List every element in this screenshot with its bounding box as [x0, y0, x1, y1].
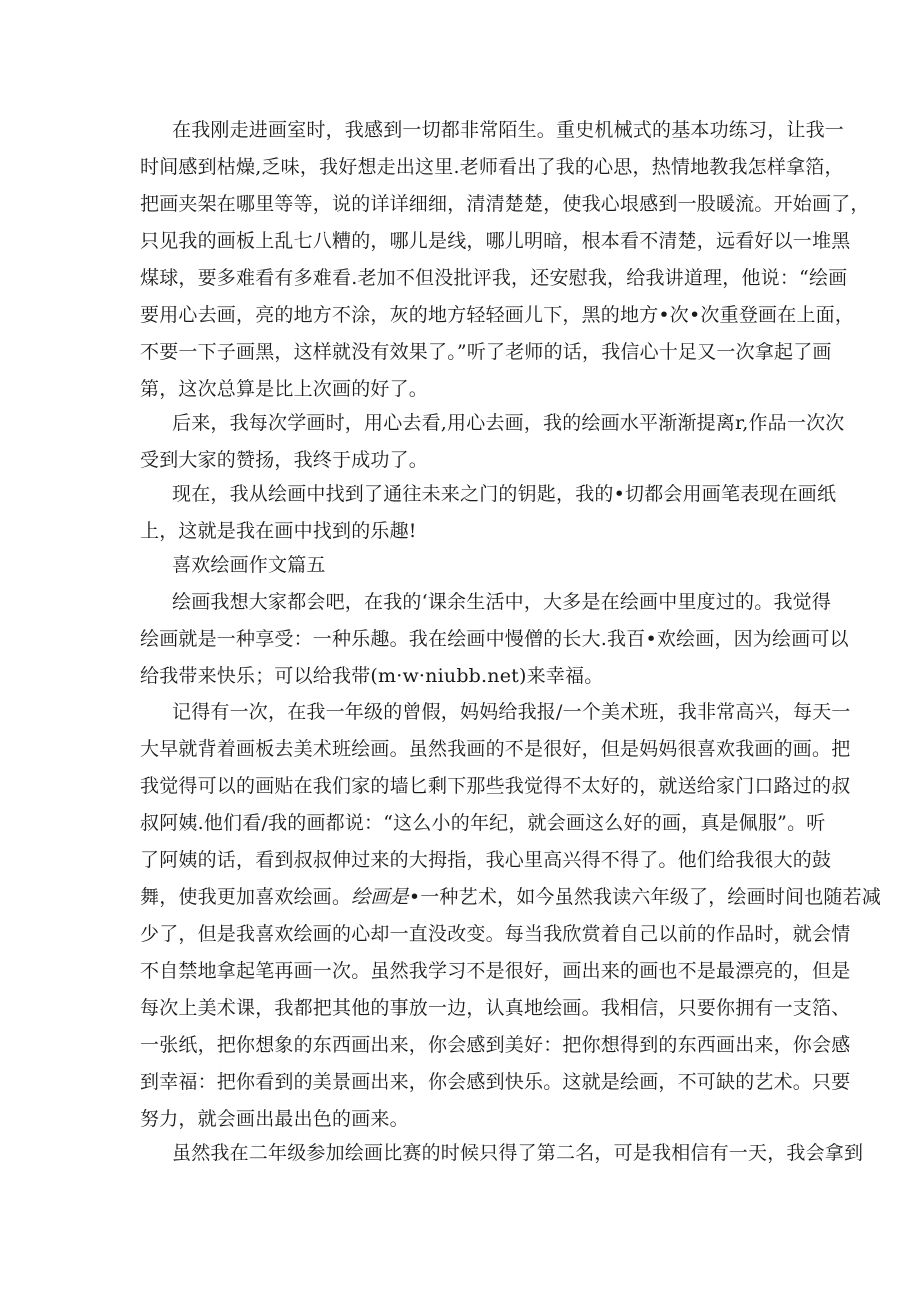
- text-line: 少了，但是我喜欢绘画的心却一直没改变。每当我欣赏着自己以前的作品时，就会情: [140, 923, 851, 945]
- text-line: 了阿姨的话，看到叔叔伸过来的大拇指，我心里高兴得不得了。他们给我很大的鼓: [140, 849, 832, 871]
- text-line: 不自禁地拿起笔再画一次。虽然我学习不是很好，画出来的画也不是最漂亮的，但是: [140, 960, 851, 982]
- text-line: 后来，我每次学画时，用心去看,用心去画，我的绘画水平渐渐提离r,作品一次次: [172, 412, 845, 434]
- text-segment: •: [408, 886, 421, 908]
- text-line: 大早就背着画板去美术班绘画。虽然我画的不是很好，但是妈妈很喜欢我画的画。把: [140, 738, 851, 760]
- text-line: 我觉得可以的画贴在我们家的墙匕剩下那些我觉得不太好的，就送给家门口路过的叔: [140, 775, 851, 797]
- text-line: 虽然我在二年级参加绘画比赛的时候只得了第二名，可是我相信有一天，我会拿到: [172, 1142, 864, 1164]
- text-line: 时间感到枯燥,乏味，我好想走出这里.老师看出了我的心思，热情地教我怎样拿箔，: [140, 156, 844, 178]
- text-line: 受到大家的赞扬，我终于成功了。: [140, 449, 429, 471]
- italic-text-segment: 绘画是: [351, 886, 409, 908]
- text-line: 现在，我从绘画中找到了通往未来之门的钥匙，我的•切都会用画笔表现在画纸: [172, 483, 837, 505]
- text-segment: 舞，使我更加喜欢绘画。: [140, 886, 352, 908]
- text-line: 第，这次总算是比上次画的好了。: [140, 378, 429, 400]
- text-line: 把画夹架在哪里等等，说的详详细细，清清楚楚，使我心垠感到一股暖流。开始画了，: [140, 193, 870, 215]
- text-segment: 一种艺术，如今虽然我读六年级了，绘画时间也随若减: [420, 886, 882, 908]
- text-line: 到幸福：把你看到的美景画出来，你会感到快乐。这就是绘画，不可缺的艺术。只要: [140, 1071, 851, 1093]
- text-line-mixed: [140, 885, 881, 909]
- text-line: 只见我的画板上乱七八糟的，哪儿是线，哪儿明暗，根本看不清楚，远看好以一堆黑: [140, 230, 851, 252]
- text-line: 给我带来快乐；可以给我带(m·w·niubb.net)来幸福。: [140, 665, 604, 687]
- text-line: 绘画就是一种享受：一种乐趣。我在绘画中慢僧的长大.我百•欢绘画，因为绘画可以: [140, 628, 849, 650]
- text-line: 要用心去画，亮的地方不涂，灰的地方轻轻画儿下，黑的地方•次•次重登画在上面，: [140, 304, 855, 326]
- text-line: 在我刚走进画室时，我感到一切都非常陌生。重史机械式的基本功练习，让我一: [172, 119, 845, 141]
- text-line: 每次上美术课，我都把其他的事放一边，认真地绘画。我相信，只要你拥有一支箔、: [140, 997, 851, 1019]
- text-line: 上，这就是我在画中找到的乐趣!: [140, 520, 417, 542]
- text-line: 煤球，要多难看有多难看.老加不但没批评我，还安慰我，给我讲道理，他说：“绘画: [140, 267, 848, 289]
- text-line: 记得有一次，在我一年级的曾假，妈妈给我报/一个美术班，我非常高兴，每天一: [172, 701, 851, 723]
- text-line: 不要一下子画黑，这样就没有效果了。”听了老师的话，我信心十足又一次拿起了画: [140, 341, 832, 363]
- text-line: 叔阿姨.他们看/我的画都说：“这么小的年纪，就会画这么好的画，真是佩服”。听: [140, 812, 826, 834]
- text-line: 努力，就会画出最出色的画来。: [140, 1108, 409, 1130]
- text-line: 绘画我想大家都会吧，在我的‘课余生活中，大多是在绘画中里度过的。我觉得: [172, 591, 832, 613]
- text-line: 一张纸，把你想象的东西画出来，你会感到美好：把你想得到的东西画出来，你会感: [140, 1034, 851, 1056]
- section-heading: 喜欢绘画作文篇五: [172, 554, 326, 576]
